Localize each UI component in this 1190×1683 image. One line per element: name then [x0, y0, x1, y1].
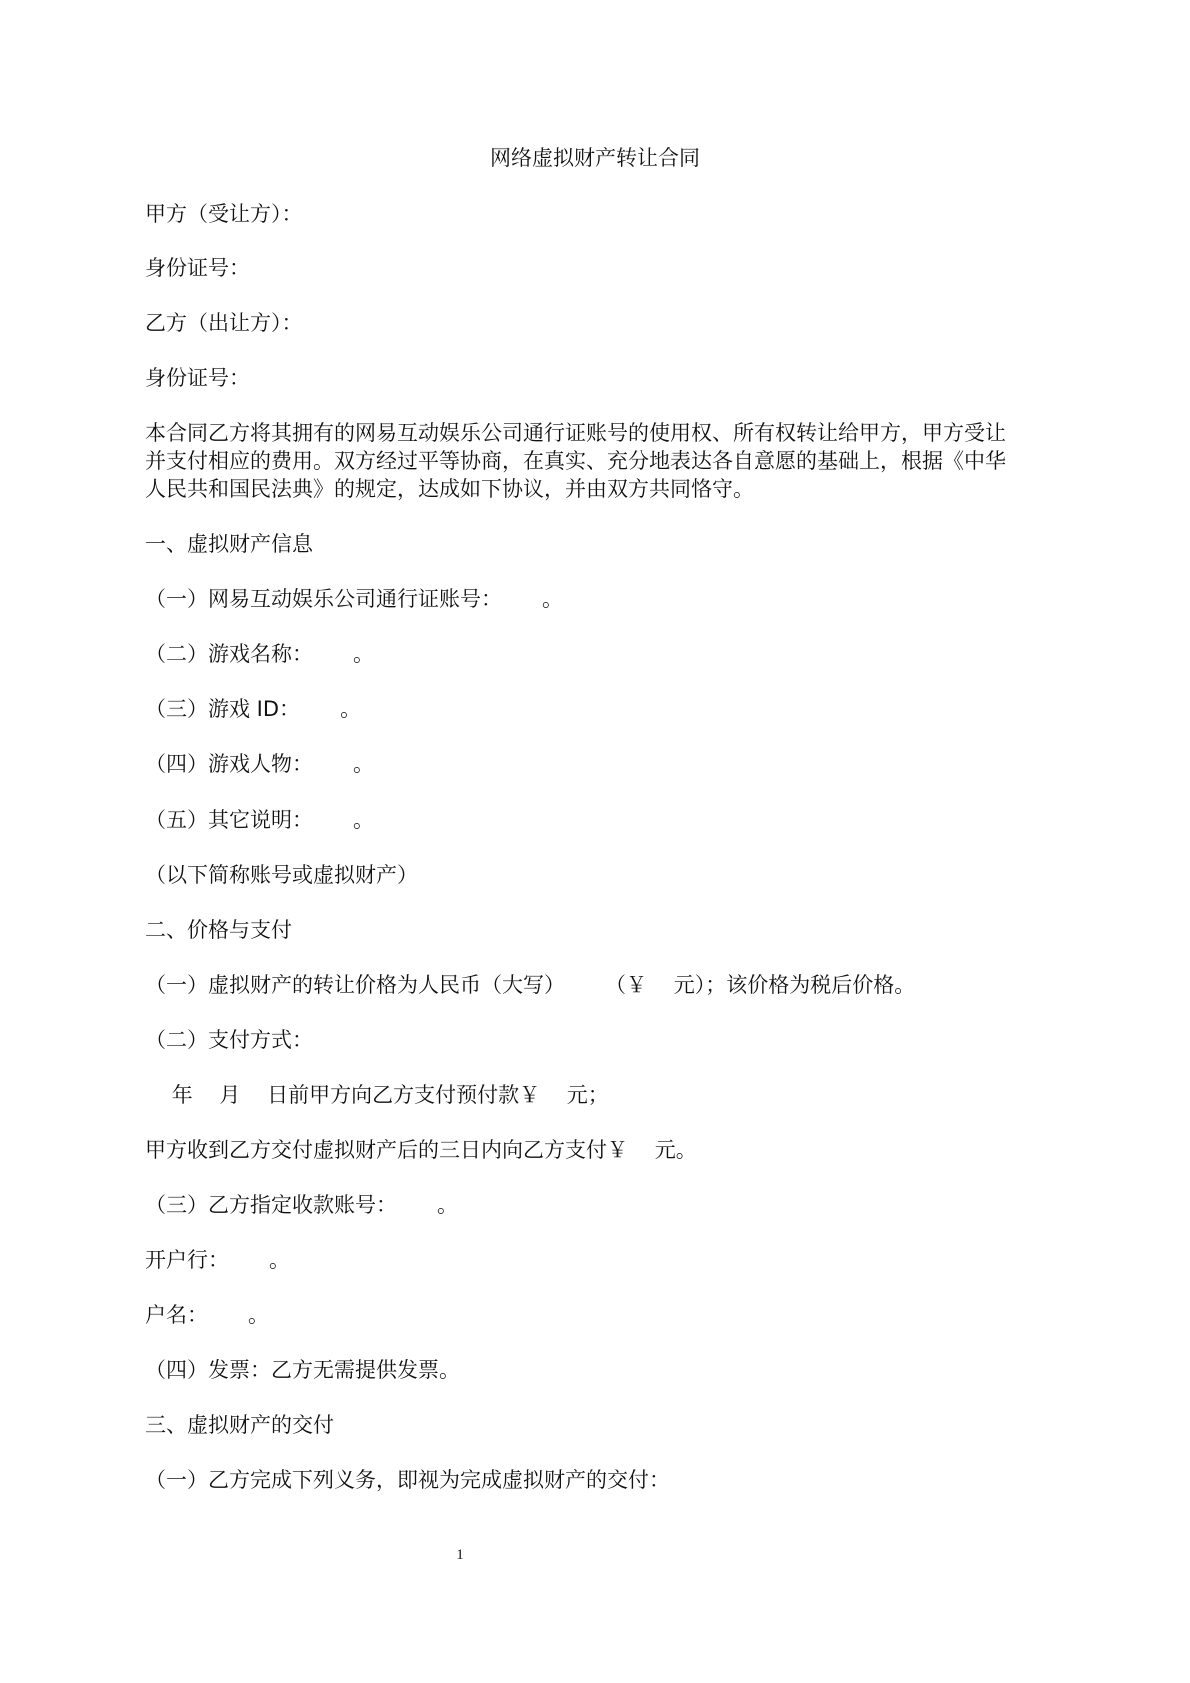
account-name-line: 户名： 。 [145, 1303, 270, 1327]
section-3-heading: 三、虚拟财产的交付 [145, 1413, 334, 1437]
payment-line-2: 甲方收到乙方交付虚拟财产后的三日内向乙方支付￥ 元。 [145, 1138, 697, 1162]
payment-line-1: 年 月 日前甲方向乙方支付预付款￥ 元； [145, 1083, 609, 1107]
party-b-id-line: 身份证号： [145, 366, 250, 390]
section-3-item-1: （一）乙方完成下列义务，即视为完成虚拟财产的交付： [145, 1468, 670, 1492]
section-1-item-1: （一）网易互动娱乐公司通行证账号： 。 [145, 587, 564, 611]
party-a-line: 甲方（受让方）： [145, 202, 303, 226]
document-title: 网络虚拟财产转让合同 [490, 146, 700, 170]
section-2-heading: 二、价格与支付 [145, 918, 292, 942]
section-2-item-4: （四）发票：乙方无需提供发票。 [145, 1358, 460, 1382]
section-2-item-3: （三）乙方指定收款账号： 。 [145, 1193, 459, 1217]
party-b-line: 乙方（出让方）： [145, 311, 303, 335]
intro-line-2: 并支付相应的费用。双方经过平等协商，在真实、充分地表达各自意愿的基础上，根据《中华 [145, 449, 1006, 473]
section-1-heading: 一、虚拟财产信息 [145, 532, 313, 556]
party-a-id-line: 身份证号： [145, 256, 250, 280]
section-2-item-2: （二）支付方式： [145, 1028, 313, 1052]
intro-line-3: 人民共和国民法典》的规定，达成如下协议，并由双方共同恪守。 [145, 477, 754, 501]
section-1-item-5: （五）其它说明： 。 [145, 808, 375, 832]
page-number: 1 [456, 1547, 464, 1563]
section-1-note: （以下简称账号或虚拟财产） [145, 863, 418, 887]
section-1-item-4: （四）游戏人物： 。 [145, 752, 375, 776]
section-1-item-3: （三）游戏 ID： 。 [145, 697, 362, 721]
section-1-item-2: （二）游戏名称： 。 [145, 642, 375, 666]
bank-line: 开户行： 。 [145, 1248, 291, 1272]
section-2-item-1: （一）虚拟财产的转让价格为人民币（大写） （￥ 元）；该价格为税后价格。 [145, 973, 916, 997]
intro-line-1: 本合同乙方将其拥有的网易互动娱乐公司通行证账号的使用权、所有权转让给甲方，甲方受让 [145, 421, 1006, 445]
